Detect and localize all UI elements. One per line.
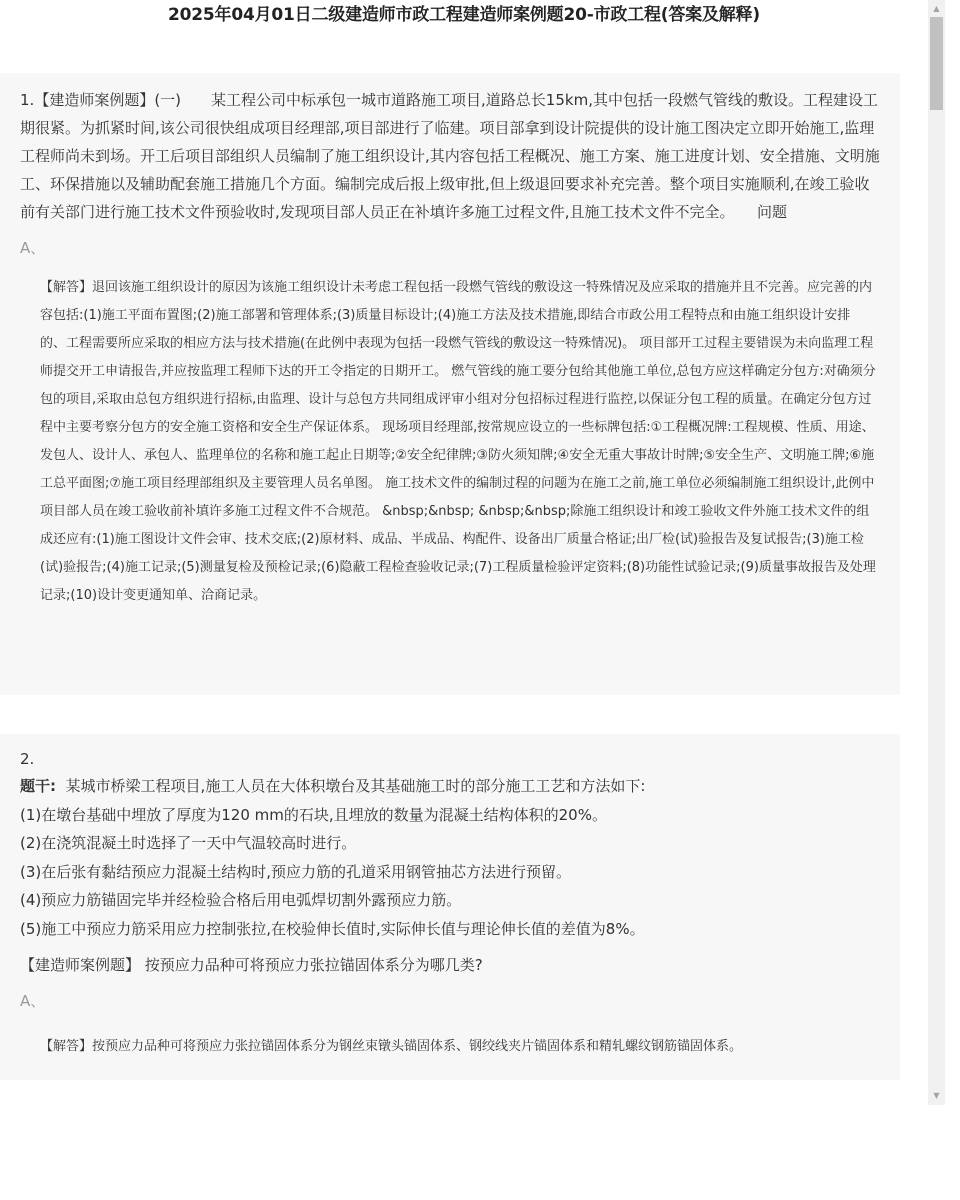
stem-label: 题干: bbox=[20, 777, 56, 795]
scroll-down-icon[interactable]: ▼ bbox=[933, 1091, 940, 1100]
question-body: 按预应力品种可将预应力张拉锚固体系分为哪几类? bbox=[144, 956, 483, 974]
scrollbar-thumb[interactable] bbox=[930, 17, 943, 110]
stem-item: (1)在墩台基础中埋放了厚度为120 mm的石块,且埋放的数量为混凝土结构体积的20%。 bbox=[20, 805, 607, 824]
vertical-scrollbar[interactable] bbox=[928, 0, 945, 1105]
stem-item: (5)施工中预应力筋采用应力控制张拉,在校验伸长值时,实际伸长值与理论伸长值的差值为8%。 bbox=[20, 919, 645, 938]
stem-text: 某城市桥梁工程项目,施工人员在大体积墩台及其基础施工时的部分施工工艺和方法如下: bbox=[65, 777, 646, 795]
question-number: 2. bbox=[20, 750, 35, 768]
question-stem bbox=[20, 772, 880, 801]
question-card-1 bbox=[0, 73, 900, 695]
question-body: (一) 某工程公司中标承包一城市道路施工项目,道路总长15km,其中包括一段燃气管线的敷设。工程建设工期很紧。为抓紧时间,该公司很快组成项目经理部,项目部进行了临建。项目部拿到设计院提供的设计施工图决定立即开始施工,监理工程师尚未到场。开工后项目部组织人员编制了施工组织设计,其内容包括工程概况、施工方案、施工进度计划、安全措施、文明施工、环保措施以及辅助配套施工措施几个方面。编制完成后报上级审批,但上级退回要求补充完善。整个项目实施顺利,在竣工验收前有关部门进行施工技术文件预验收时,发现项目部人员正在补填许多施工过程文件,且施工技术文件不完全。 问题 bbox=[20, 91, 880, 221]
page-title: 2025年04月01日二级建造师市政工程建造师案例题20-市政工程(答案及解释) bbox=[168, 5, 760, 25]
stem-item: (2)在浇筑混凝土时选择了一天中气温较高时进行。 bbox=[20, 834, 357, 852]
question-number: 1. bbox=[20, 91, 35, 109]
question-card-2 bbox=[0, 734, 900, 1080]
option-a[interactable]: A、 bbox=[20, 992, 46, 1010]
answer-text: 【解答】退回该施工组织设计的原因为该施工组织设计未考虑工程包括一段燃气管线的敷设这一特殊情况及应采取的措施并且不完善。应完善的内容包括:(1)施工平面布置图;(2)施工部署和管理体系;(3)质量目标设计;(4)施工方法及技术措施,即结合市政公用工程特点和由施工组织设计安排的、工程需要所应采取的相应方法与技术措施(在此例中表现为包括一段燃气管线的敷设这一特殊情况)。 项目部开工过程主要错误为未向监理工程师提交开工申请报告,并应按监理工程师下达的开工令指定的日期开工。 燃气管线的施工要分包给其他施工单位,总包方应这样确定分包方:对确须分包的项目,采取由总包方组织进行招标,由监理、设计与总包方共同组成评审小组对分包招标过程进行监控,以保证分包工程的质量。在确定分包方过程中主要考察分包方的安全施工资格和安全生产保证体系。 现场项目经理部,按常规应设立的一些标牌包括:①工程概况牌:工程规模、性质、用途、发包人、设计人、承包人、监理单位的名称和施工起止日期等;②安全纪律牌;③防火须知牌;④安全无重大事故计时牌;⑤安全生产、文明施工牌;⑥施工总平面图;⑦施工项目经理部组织及主要管理人员名单图。 施工技术文件的编制过程的问题为在施工之前,施工单位必须编制施工组织设计,此例中项目部人员在竣工验收前补填许多施工过程文件不合规范。 &nbsp;&nbsp; &nbsp;&nbsp;除施工组织设计和竣工验收文件外施工技术文件的组成还应有:(1)施工图设计文件会审、技术交底;(2)原材料、成品、半成品、构配件、设备出厂质量合格证;出厂检(试)验报告及复试报告;(3)施工检(试)验报告;(4)施工记录;(5)测量复检及预检记录;(6)隐蔽工程检查验收记录;(7)工程质量检验评定资料;(8)功能性试验记录;(9)质量事故报告及处理记录;(10)设计变更通知单、洽商记录。 bbox=[40, 280, 876, 603]
scroll-up-icon[interactable]: ▲ bbox=[933, 4, 940, 13]
stem-item: (3)在后张有黏结预应力混凝土结构时,预应力筋的孔道采用钢管抽芯方法进行预留。 bbox=[20, 862, 572, 881]
question-1-text bbox=[20, 73, 880, 226]
stem-item: (4)预应力筋锚固完毕并经检验合格后用电弧焊切割外露预应力筋。 bbox=[20, 891, 462, 909]
question-tag: 【建造师案例题】 bbox=[20, 956, 141, 974]
answer-text: 【解答】按预应力品种可将预应力张拉锚固体系分为钢丝束镦头锚固体系、钢绞线夹片锚固体系和精轧螺纹钢筋锚固体系。 bbox=[40, 1039, 743, 1054]
question-ask bbox=[20, 951, 880, 979]
option-a[interactable]: A、 bbox=[20, 239, 46, 257]
question-tag: 【建造师案例题】 bbox=[34, 91, 155, 109]
